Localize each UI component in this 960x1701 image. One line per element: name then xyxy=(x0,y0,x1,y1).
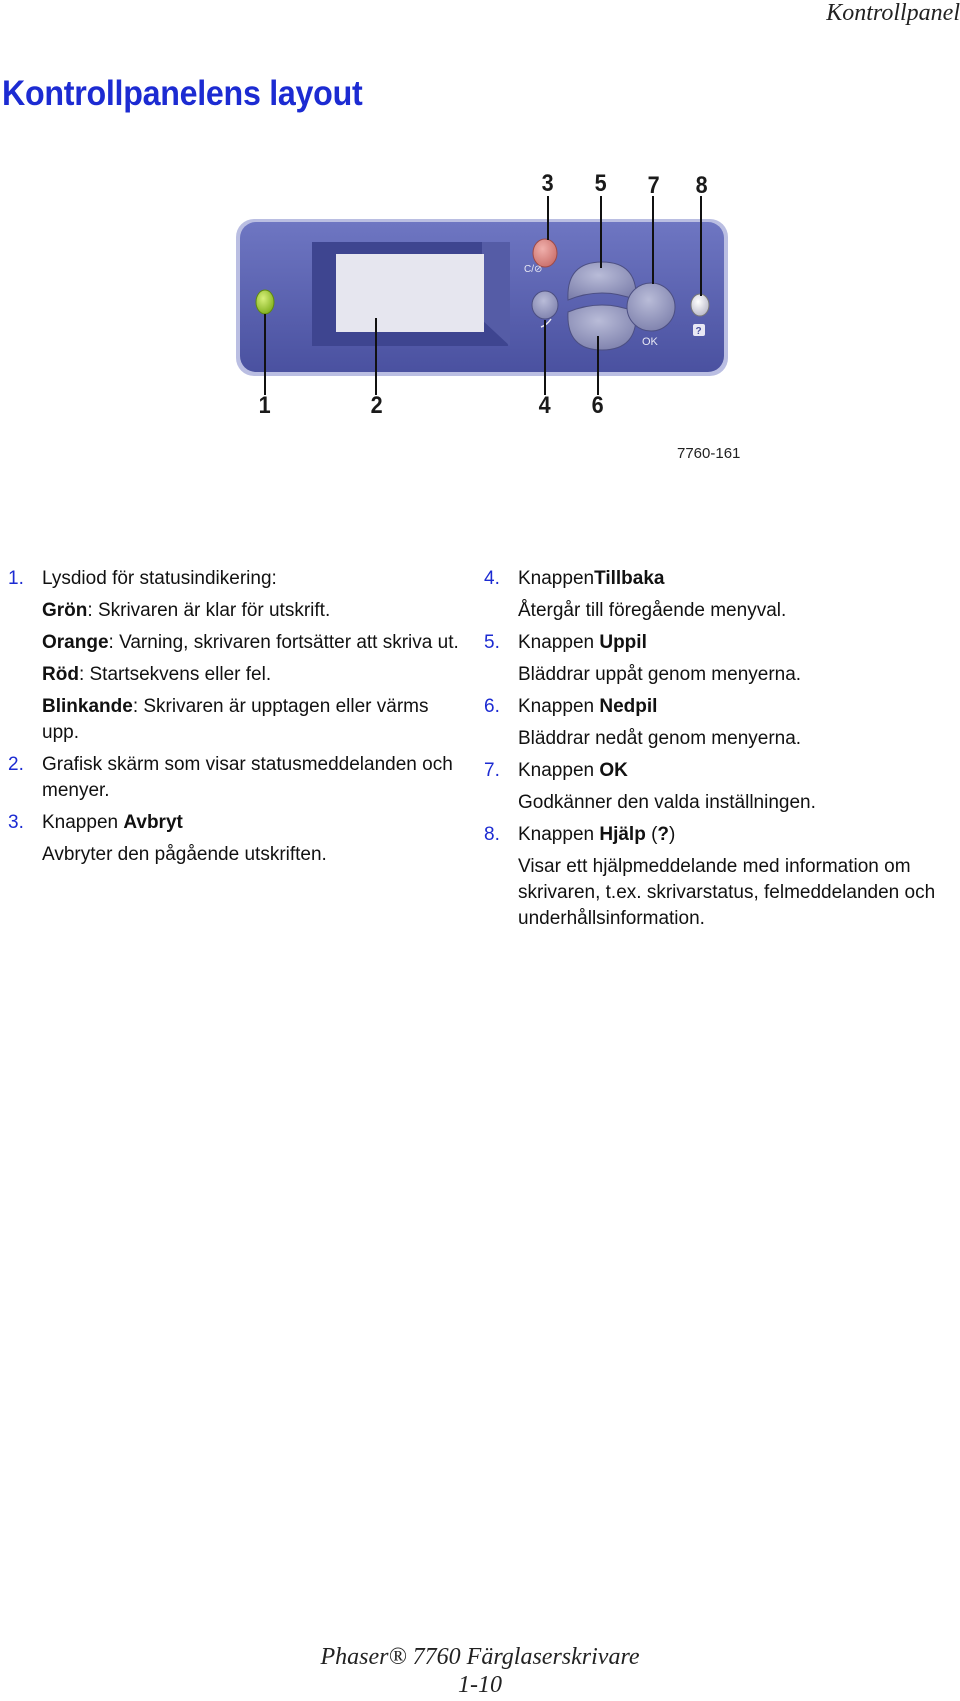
callout-2: 2 xyxy=(370,392,383,419)
item-number: 7. xyxy=(484,760,500,781)
led-green-text: : Skrivaren är klar för utskrift. xyxy=(87,600,331,621)
led-blinking-text: : Skrivaren är upptagen eller värms upp. xyxy=(42,696,429,743)
footer-page-number: 1-10 xyxy=(458,1672,502,1698)
item-number: 5. xyxy=(484,632,500,653)
item-description: Bläddrar nedåt genom menyerna. xyxy=(518,728,802,749)
item-prefix: Knappen xyxy=(42,812,124,833)
item-description: Återgår till föregående menyval. xyxy=(518,600,787,621)
item-prefix: Knappen xyxy=(518,696,600,717)
list-item-4 xyxy=(484,566,954,624)
item-button-name: Uppil xyxy=(599,632,647,653)
ok-label: OK xyxy=(642,336,658,348)
item-button-name: Hjälp xyxy=(599,824,646,845)
item-title xyxy=(518,758,954,784)
item-number: 2. xyxy=(8,754,24,775)
list-item-8 xyxy=(484,822,954,932)
led-red-text: : Startsekvens eller fel. xyxy=(78,664,272,685)
help-label: ? xyxy=(695,326,702,337)
cancel-symbol: C/⊘ xyxy=(524,264,543,275)
led-green-label: Grön xyxy=(42,600,88,621)
item-prefix: Knappen xyxy=(518,568,595,589)
list-item-2 xyxy=(8,752,468,804)
item-title xyxy=(518,566,954,592)
down-arrow-button-shape xyxy=(568,305,636,350)
item-number: 3. xyxy=(8,812,24,833)
led-orange-text: : Varning, skrivaren fortsätter att skriva ut. xyxy=(108,632,459,653)
item-prefix: Knappen xyxy=(518,632,600,653)
item-number: 4. xyxy=(484,568,500,589)
help-button-shape xyxy=(691,294,709,316)
status-led xyxy=(256,290,274,314)
item-prefix: Knappen xyxy=(518,760,600,781)
led-blinking-label: Blinkande xyxy=(42,696,133,717)
display-screen xyxy=(336,254,484,332)
list-item-5 xyxy=(484,630,954,688)
led-red-label: Röd xyxy=(42,664,79,685)
figure-code: 7760-161 xyxy=(677,445,741,462)
item-number: 8. xyxy=(484,824,500,845)
control-panel-illustration xyxy=(0,0,960,480)
list-right xyxy=(484,566,954,932)
led-orange xyxy=(42,630,468,656)
item-description: Visar ett hjälpmeddelande med information om skrivaren, t.ex. skrivarstatus, felmeddelanden och underhållsinformation. xyxy=(518,856,936,929)
item-title xyxy=(42,810,468,836)
footer-product: Phaser® 7760 Färglaserskrivare xyxy=(320,1644,640,1670)
led-orange-label: Orange xyxy=(42,632,109,653)
item-button-name: Avbryt xyxy=(123,812,183,833)
list-item-1 xyxy=(8,566,468,746)
callout-4: 4 xyxy=(538,392,551,419)
ok-button-shape xyxy=(627,283,675,331)
callout-8: 8 xyxy=(695,172,708,199)
led-red xyxy=(42,662,468,688)
item-title xyxy=(518,822,954,848)
list-item-3 xyxy=(8,810,468,868)
led-blinking xyxy=(42,694,468,746)
item-button-name: OK xyxy=(599,760,628,781)
item-text: Lysdiod för statusindikering: xyxy=(42,568,277,589)
cancel-button-shape xyxy=(533,239,557,267)
back-button-shape xyxy=(532,291,558,319)
list-item-7 xyxy=(484,758,954,816)
callout-7: 7 xyxy=(647,172,660,199)
callout-6: 6 xyxy=(591,392,604,419)
item-description: Godkänner den valda inställningen. xyxy=(518,792,816,813)
item-text: Grafisk skärm som visar statusmeddelanden och menyer. xyxy=(42,754,453,801)
callout-5: 5 xyxy=(594,170,607,197)
list-left xyxy=(8,566,468,868)
callout-1: 1 xyxy=(258,392,271,419)
running-header: Kontrollpanel xyxy=(826,0,960,26)
item-number: 6. xyxy=(484,696,500,717)
item-number: 1. xyxy=(8,568,24,589)
callout-3: 3 xyxy=(541,170,554,197)
item-suffix: (?) xyxy=(645,824,676,845)
item-title xyxy=(518,630,954,656)
item-button-name: Nedpil xyxy=(599,696,658,717)
item-description: Avbryter den pågående utskriften. xyxy=(42,844,327,865)
page-title: Kontrollpanelens layout xyxy=(2,74,363,113)
control-panel-figure xyxy=(0,0,960,480)
list-item-6 xyxy=(484,694,954,752)
led-green xyxy=(26,598,468,624)
item-prefix: Knappen xyxy=(518,824,600,845)
item-description: Bläddrar uppåt genom menyerna. xyxy=(518,664,802,685)
item-title xyxy=(518,694,954,720)
item-button-name: Tillbaka xyxy=(594,568,665,589)
